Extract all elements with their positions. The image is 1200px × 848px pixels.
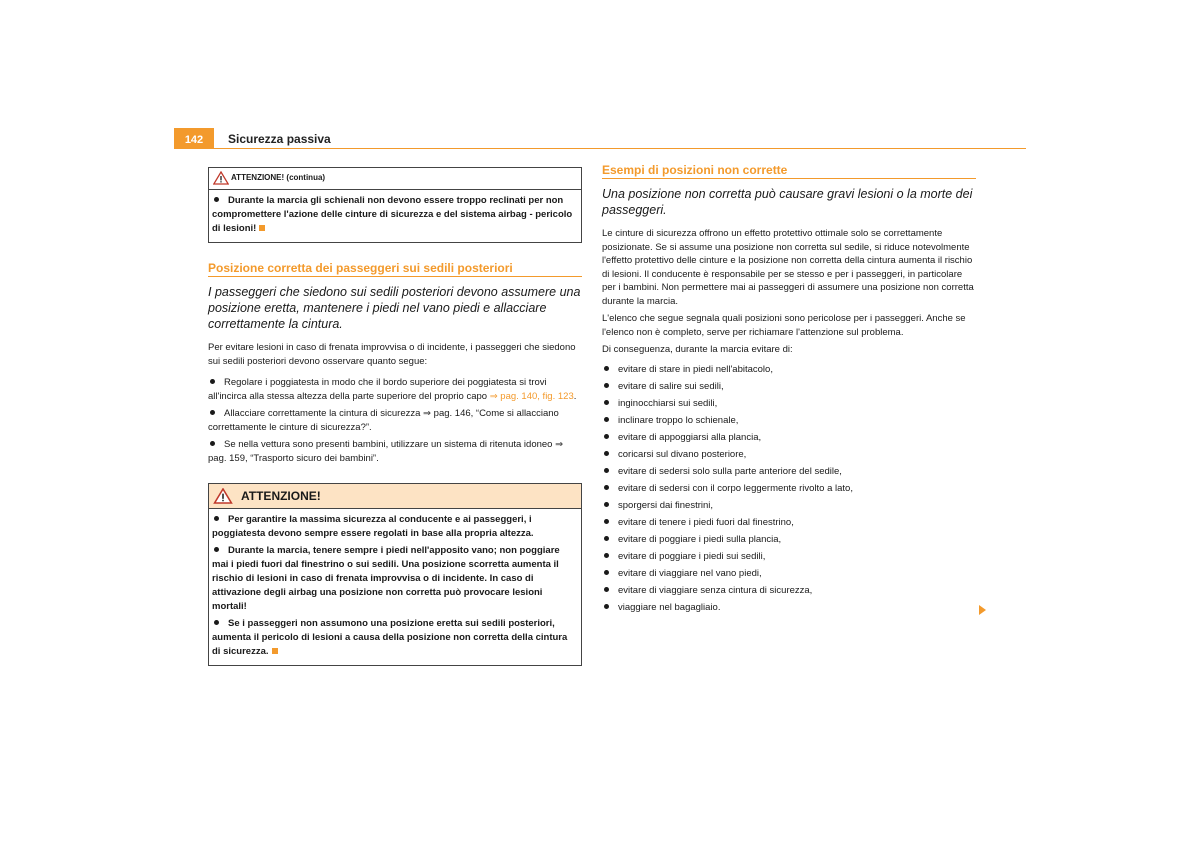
warning-item: Per garantire la massima sicurezza al conducente e ai passeggeri, i poggiatesta devono sempre essere regolati in base alla propria altezza. — [212, 514, 534, 539]
bullet-icon — [210, 441, 215, 446]
continue-arrow-icon — [979, 605, 986, 615]
warning-triangle-icon — [213, 488, 233, 504]
header-rule — [214, 148, 1026, 149]
list-item: evitare di salire sui sedili, — [602, 378, 976, 395]
bullet-icon — [604, 485, 609, 490]
body-paragraph: Le cinture di sicurezza offrono un effetto protettivo ottimale solo se correttamente posizionate. Se si assume una posizione non corretta sul sedile, si riduce notevolmente l'effetto protettivo delle cinture e la posizione non corretta della cintura aumenta il rischio di lesioni. Il conducente è responsabile per se stesso e per i passeggeri, in particolare per i bambini. Non permettere mai ai passeggeri di assumere una posizione non corretta durante la marcia. — [602, 228, 974, 307]
section-title: Posizione corretta dei passeggeri sui sedili posteriori — [208, 261, 582, 277]
list-item: evitare di stare in piedi nell'abitacolo, — [602, 361, 976, 378]
bullet-icon — [604, 604, 609, 609]
section-title: Esempi di posizioni non corrette — [602, 163, 976, 179]
list-item: evitare di sedersi solo sulla parte anteriore del sedile, — [602, 463, 976, 480]
list-item: evitare di viaggiare senza cintura di sicurezza, — [602, 582, 976, 599]
bullet-icon — [210, 410, 215, 415]
page-header — [174, 128, 1026, 149]
bullet-item: Allacciare correttamente la cintura di sicurezza ⇒ pag. 146, “Come si allacciano correttamente le cinture di sicurezza?”. — [208, 408, 559, 433]
warning-body — [209, 509, 581, 665]
warning-header — [209, 484, 581, 509]
bullet-icon — [604, 400, 609, 405]
body-paragraph: Di conseguenza, durante la marcia evitare di: — [602, 344, 793, 355]
right-column — [602, 163, 976, 616]
list-item: evitare di sedersi con il corpo leggermente rivolto a lato, — [602, 480, 976, 497]
warning-item: Se i passeggeri non assumono una posizione eretta sui sedili posteriori, aumenta il pericolo di lesioni a causa della posizione non corretta della cintura di sicurezza. — [212, 618, 568, 657]
list-item: sporgersi dai finestrini, — [602, 497, 976, 514]
page-reference-link[interactable]: ⇒ pag. 140, fig. 123 — [489, 390, 574, 402]
bullet-icon — [604, 434, 609, 439]
bullet-item: Regolare i poggiatesta in modo che il bordo superiore dei poggiatesta si trovi all'incirca alla stessa altezza della parte superiore del proprio capo ⇒ pag. 140, fig. 123. — [208, 377, 577, 402]
warning-label: ATTENZIONE! — [241, 489, 321, 503]
bullet-icon — [604, 570, 609, 575]
bullet-icon — [214, 547, 219, 552]
list-item: evitare di poggiare i piedi sulla plancia, — [602, 531, 976, 548]
warning-body — [209, 190, 581, 242]
bullet-icon — [210, 379, 215, 384]
bullet-icon — [604, 502, 609, 507]
list-item: inginocchiarsi sui sedili, — [602, 395, 976, 412]
list-item: coricarsi sul divano posteriore, — [602, 446, 976, 463]
list-item: viaggiare nel bagagliaio. — [602, 599, 976, 616]
bullet-icon — [604, 366, 609, 371]
warning-box-continued — [208, 167, 582, 243]
bullet-icon — [604, 519, 609, 524]
list-item: evitare di poggiare i piedi sui sedili, — [602, 548, 976, 565]
bullet-icon — [214, 197, 219, 202]
left-column — [208, 167, 582, 666]
end-square-icon — [272, 648, 278, 654]
bullet-icon — [604, 587, 609, 592]
avoid-list — [602, 361, 976, 616]
list-item: evitare di tenere i piedi fuori dal finestrino, — [602, 514, 976, 531]
bullet-icon — [604, 417, 609, 422]
end-square-icon — [259, 225, 265, 231]
bullet-icon — [604, 383, 609, 388]
warning-box — [208, 483, 582, 666]
bullet-icon — [604, 536, 609, 541]
bullet-icon — [604, 451, 609, 456]
chapter-title: Sicurezza passiva — [228, 132, 331, 146]
bullet-icon — [604, 468, 609, 473]
warning-item: Durante la marcia gli schienali non devono essere troppo reclinati per non compromettere l'azione delle cinture di sicurezza e del sistema airbag - pericolo di lesioni! — [212, 195, 573, 234]
list-item: inclinare troppo lo schienale, — [602, 412, 976, 429]
list-item: evitare di appoggiarsi alla plancia, — [602, 429, 976, 446]
body-paragraph: Per evitare lesioni in caso di frenata improvvisa o di incidente, i passeggeri che siedono sui sedili posteriori devono osservare quanto segue: — [208, 342, 576, 367]
body-paragraph: L'elenco che segue segnala quali posizioni sono pericolose per i passeggeri. Anche se l'elenco non è completo, serve per richiamare l'attenzione sul problema. — [602, 313, 966, 338]
warning-header — [209, 168, 581, 190]
bullet-icon — [604, 553, 609, 558]
bullet-icon — [214, 620, 219, 625]
section-intro: Una posizione non corretta può causare gravi lesioni o la morte dei passeggeri. — [602, 187, 973, 217]
warning-label: ATTENZIONE! (continua) — [231, 173, 326, 182]
list-item: evitare di viaggiare nel vano piedi, — [602, 565, 976, 582]
section-intro: I passeggeri che siedono sui sedili posteriori devono assumere una posizione eretta, mantenere i piedi nel vano piedi e allacciare correttamente la cintura. — [208, 285, 581, 331]
bullet-item: Se nella vettura sono presenti bambini, utilizzare un sistema di ritenuta idoneo ⇒ pag. 159, “Trasporto sicuro dei bambini”. — [208, 439, 564, 464]
page-number: 142 — [174, 128, 214, 149]
bullet-icon — [214, 516, 219, 521]
warning-triangle-icon — [213, 171, 229, 185]
warning-item: Durante la marcia, tenere sempre i piedi nell'apposito vano; non poggiare mai i piedi fuori dal finestrino o sui sedili. Una posizione scorretta aumenta il rischio di lesioni in caso di frenata improvvisa o di incidente. In caso di attivazione degli airbag una posizione non corretta può provocare lesioni mortali! — [212, 545, 560, 612]
